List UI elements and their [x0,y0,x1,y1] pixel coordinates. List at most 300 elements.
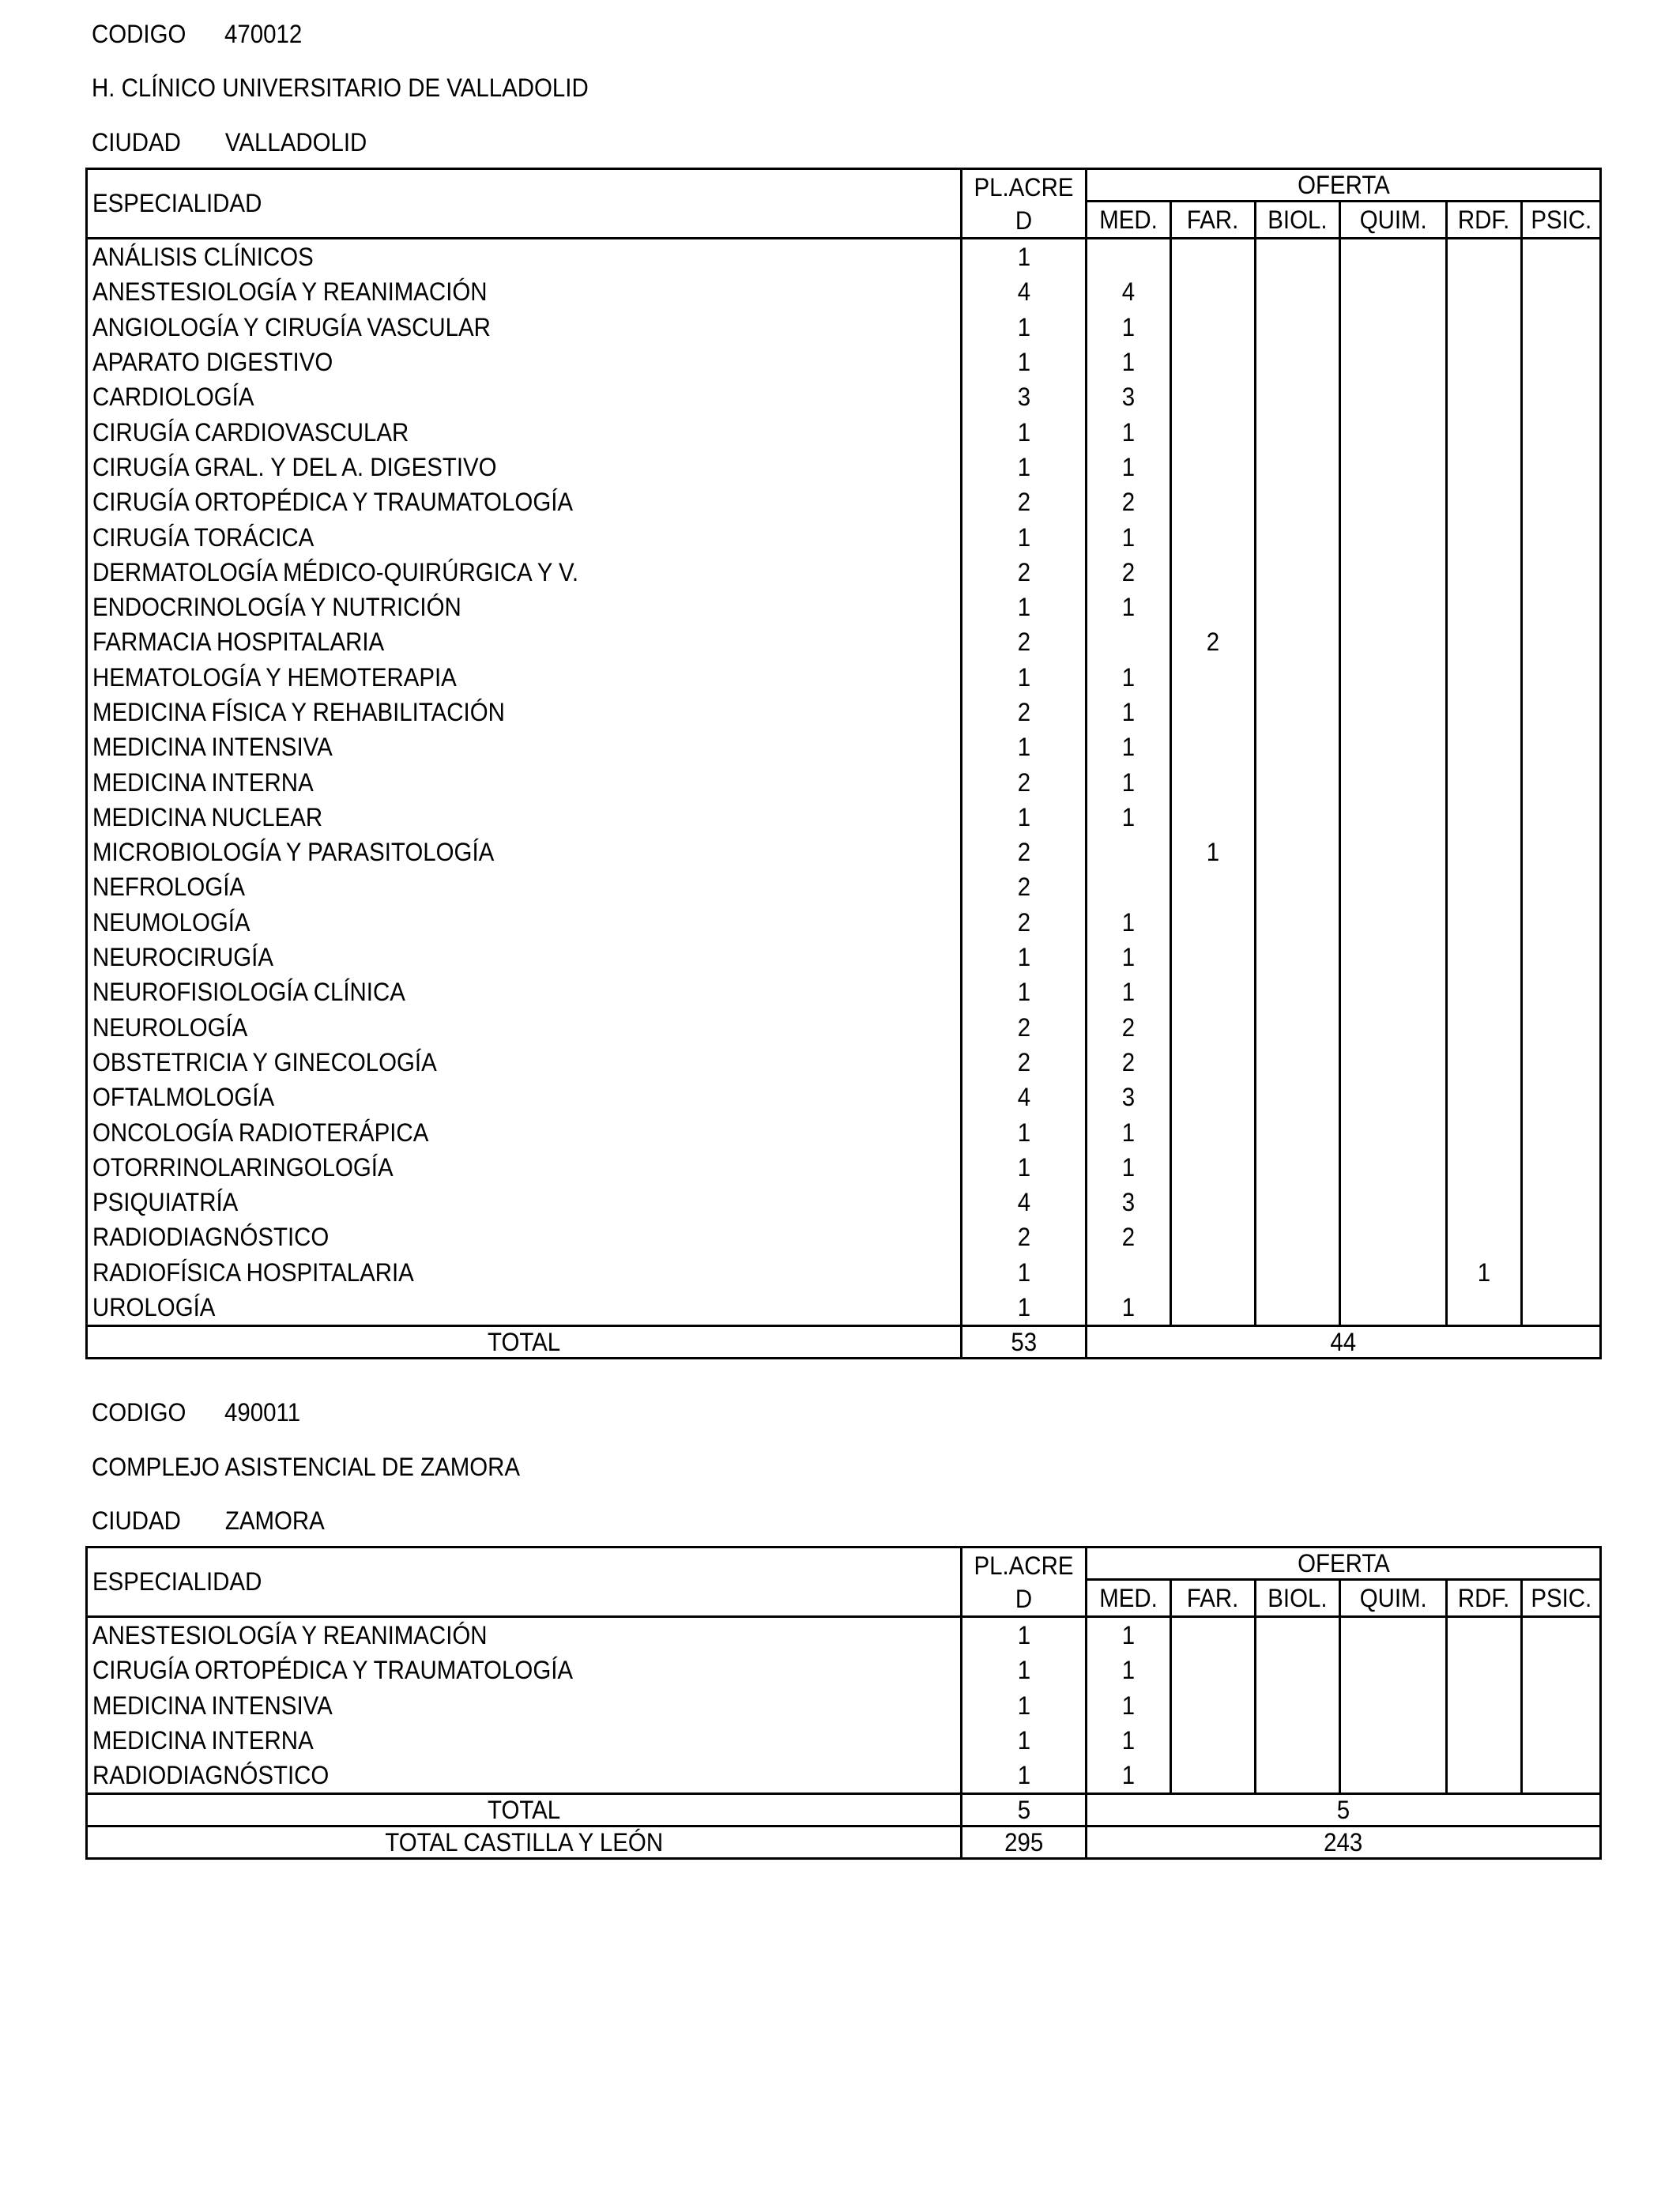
psic-cell [1522,1723,1601,1758]
far-cell: 1 [1171,835,1256,869]
med-cell: 1 [1087,1290,1171,1326]
pl-cell: 1 [962,450,1087,484]
far-cell [1171,1255,1256,1290]
med-cell: 1 [1087,1758,1171,1794]
psic-cell [1522,1045,1601,1080]
biol-cell [1256,379,1340,414]
psic-cell [1522,1255,1601,1290]
biol-cell [1256,1150,1340,1185]
psic-cell [1522,239,1601,275]
especialidad-cell: NEUROLOGÍA [87,1010,962,1045]
rdf-cell [1447,660,1522,695]
rdf-cell [1447,1080,1522,1114]
header-psic: PSIC. [1522,1580,1601,1617]
biol-cell [1256,274,1340,309]
table-row [87,555,1601,590]
header-biol: BIOL. [1256,202,1340,239]
table-body [87,239,1601,1326]
table-row [87,800,1601,835]
especialidad-cell: RADIOFÍSICA HOSPITALARIA [87,1255,962,1290]
biol-cell [1256,1080,1340,1114]
psic-cell [1522,1150,1601,1185]
especialidad-cell: NEUROFISIOLOGÍA CLÍNICA [87,974,962,1009]
rdf-cell [1447,414,1522,449]
rdf-cell [1447,1220,1522,1254]
header-med: MED. [1087,1580,1171,1617]
rdf-cell [1447,1185,1522,1220]
table-row [87,1653,1601,1687]
biol-cell [1256,484,1340,519]
far-cell [1171,414,1256,449]
especialidad-cell: NEUMOLOGÍA [87,905,962,940]
quim-cell [1340,274,1447,309]
table-row [87,239,1601,275]
biol-cell [1256,345,1340,379]
biol-cell [1256,1114,1340,1149]
far-cell [1171,940,1256,974]
psic-cell [1522,624,1601,659]
med-cell: 1 [1087,345,1171,379]
med-cell: 3 [1087,379,1171,414]
table-row [87,729,1601,764]
especialidad-cell: UROLOGÍA [87,1290,962,1326]
pl-cell: 2 [962,695,1087,729]
rdf-cell [1447,695,1522,729]
rdf-cell [1447,869,1522,904]
pl-cell: 1 [962,974,1087,1009]
table-row [87,764,1601,799]
pl-cell: 1 [962,660,1087,695]
rdf-cell [1447,345,1522,379]
table-row [87,310,1601,345]
med-cell: 1 [1087,1688,1171,1723]
table-row [87,1185,1601,1220]
psic-cell [1522,1220,1601,1254]
header-med: MED. [1087,202,1171,239]
codigo-line [92,18,302,50]
especialidad-cell: CIRUGÍA TORÁCICA [87,519,962,554]
psic-cell [1522,1185,1601,1220]
pl-cell: 1 [962,1150,1087,1185]
med-cell: 1 [1087,660,1171,695]
especialidades-table [85,168,1602,1359]
quim-cell [1340,660,1447,695]
med-cell [1087,239,1171,275]
quim-cell [1340,239,1447,275]
biol-cell [1256,974,1340,1009]
psic-cell [1522,869,1601,904]
quim-cell [1340,940,1447,974]
especialidad-cell: CIRUGÍA CARDIOVASCULAR [87,414,962,449]
header-oferta: OFERTA [1087,1547,1601,1580]
quim-cell [1340,1255,1447,1290]
table-row [87,695,1601,729]
table-row [87,274,1601,309]
med-cell: 1 [1087,414,1171,449]
grand-total-oferta: 243 [1087,1826,1601,1859]
ciudad-value: VALLADOLID [224,128,367,156]
med-cell: 1 [1087,1617,1171,1653]
quim-cell [1340,484,1447,519]
table-row [87,1617,1601,1653]
med-cell: 2 [1087,1220,1171,1254]
med-cell: 2 [1087,1045,1171,1080]
rdf-cell [1447,239,1522,275]
pl-cell: 1 [962,729,1087,764]
med-cell: 2 [1087,484,1171,519]
ciudad-label: CIUDAD [92,128,181,156]
med-cell: 1 [1087,1653,1171,1687]
biol-cell [1256,1617,1340,1653]
quim-cell [1340,519,1447,554]
med-cell: 1 [1087,519,1171,554]
psic-cell [1522,590,1601,624]
especialidades-table [85,1546,1602,1860]
far-cell [1171,1723,1256,1758]
biol-cell [1256,1185,1340,1220]
ciudad-value: ZAMORA [224,1506,325,1535]
far-cell [1171,800,1256,835]
rdf-cell [1447,1010,1522,1045]
total-placred: 5 [962,1794,1087,1826]
med-cell: 1 [1087,764,1171,799]
psic-cell [1522,905,1601,940]
especialidad-cell: CIRUGÍA GRAL. Y DEL A. DIGESTIVO [87,450,962,484]
pl-cell: 2 [962,764,1087,799]
codigo-value: 490011 [224,1398,301,1427]
pl-cell: 1 [962,1255,1087,1290]
psic-cell [1522,345,1601,379]
header-oferta: OFERTA [1087,169,1601,202]
header-especialidad: ESPECIALIDAD [87,169,962,239]
rdf-cell [1447,484,1522,519]
psic-cell [1522,764,1601,799]
rdf-cell [1447,1688,1522,1723]
biol-cell [1256,869,1340,904]
table-row [87,1150,1601,1185]
rdf-cell [1447,1114,1522,1149]
especialidad-cell: PSIQUIATRÍA [87,1185,962,1220]
rdf-cell [1447,274,1522,309]
especialidad-cell: FARMACIA HOSPITALARIA [87,624,962,659]
header-far: FAR. [1171,1580,1256,1617]
rdf-cell [1447,1758,1522,1794]
total-placred: 53 [962,1326,1087,1359]
med-cell: 1 [1087,1114,1171,1149]
quim-cell [1340,555,1447,590]
especialidad-cell: ANESTESIOLOGÍA Y REANIMACIÓN [87,1617,962,1653]
especialidad-cell: MEDICINA INTENSIVA [87,729,962,764]
biol-cell [1256,1045,1340,1080]
med-cell: 1 [1087,695,1171,729]
biol-cell [1256,1653,1340,1687]
quim-cell [1340,345,1447,379]
quim-cell [1340,1114,1447,1149]
quim-cell [1340,1617,1447,1653]
especialidad-cell: ANESTESIOLOGÍA Y REANIMACIÓN [87,274,962,309]
pl-cell: 2 [962,555,1087,590]
especialidad-cell: DERMATOLOGÍA MÉDICO-QUIRÚRGICA Y V. [87,555,962,590]
med-cell: 1 [1087,590,1171,624]
pl-cell: 1 [962,239,1087,275]
quim-cell [1340,1080,1447,1114]
med-cell: 3 [1087,1185,1171,1220]
psic-cell [1522,660,1601,695]
far-cell [1171,729,1256,764]
quim-cell [1340,800,1447,835]
grand-total-label: TOTAL CASTILLA Y LEÓN [87,1826,962,1859]
rdf-cell [1447,729,1522,764]
psic-cell [1522,835,1601,869]
psic-cell [1522,1080,1601,1114]
pl-cell: 2 [962,835,1087,869]
biol-cell [1256,729,1340,764]
header-far: FAR. [1171,202,1256,239]
med-cell: 1 [1087,940,1171,974]
table-row [87,379,1601,414]
quim-cell [1340,450,1447,484]
table-row [87,590,1601,624]
pl-cell: 2 [962,624,1087,659]
far-cell [1171,1045,1256,1080]
biol-cell [1256,660,1340,695]
total-label: TOTAL [87,1794,962,1826]
pl-cell: 1 [962,1653,1087,1687]
biol-cell [1256,800,1340,835]
far-cell [1171,555,1256,590]
especialidad-cell: MICROBIOLOGÍA Y PARASITOLOGÍA [87,835,962,869]
biol-cell [1256,1255,1340,1290]
pl-cell: 2 [962,1045,1087,1080]
pl-cell: 2 [962,869,1087,904]
far-cell [1171,1010,1256,1045]
psic-cell [1522,1010,1601,1045]
biol-cell [1256,764,1340,799]
rdf-cell [1447,800,1522,835]
especialidad-cell: RADIODIAGNÓSTICO [87,1220,962,1254]
pl-cell: 1 [962,800,1087,835]
especialidad-cell: CARDIOLOGÍA [87,379,962,414]
biol-cell [1256,1688,1340,1723]
med-cell: 1 [1087,1150,1171,1185]
rdf-cell [1447,555,1522,590]
quim-cell [1340,974,1447,1009]
quim-cell [1340,1290,1447,1326]
psic-cell [1522,729,1601,764]
far-cell [1171,905,1256,940]
quim-cell [1340,869,1447,904]
quim-cell [1340,1220,1447,1254]
total-row [87,1794,1601,1826]
rdf-cell [1447,379,1522,414]
table-row [87,414,1601,449]
table-row [87,1045,1601,1080]
pl-cell: 3 [962,379,1087,414]
rdf-cell [1447,624,1522,659]
rdf-cell [1447,940,1522,974]
far-cell [1171,345,1256,379]
codigo-label: CODIGO [92,1398,186,1427]
rdf-cell [1447,310,1522,345]
header-placred: PL.ACRE D [962,169,1087,239]
psic-cell [1522,414,1601,449]
table-row [87,1723,1601,1758]
biol-cell [1256,519,1340,554]
table-row [87,1758,1601,1794]
table-body [87,1617,1601,1794]
med-cell: 1 [1087,450,1171,484]
quim-cell [1340,695,1447,729]
rdf-cell [1447,905,1522,940]
grand-total-row [87,1826,1601,1859]
far-cell [1171,484,1256,519]
biol-cell [1256,1758,1340,1794]
pl-cell: 4 [962,1185,1087,1220]
especialidad-cell: OBSTETRICIA Y GINECOLOGÍA [87,1045,962,1080]
header-quim: QUIM. [1340,1580,1447,1617]
especialidad-cell: ANÁLISIS CLÍNICOS [87,239,962,275]
rdf-cell [1447,1150,1522,1185]
pl-cell: 4 [962,1080,1087,1114]
psic-cell [1522,940,1601,974]
far-cell [1171,660,1256,695]
pl-cell: 1 [962,345,1087,379]
far-cell [1171,1220,1256,1254]
header-quim: QUIM. [1340,202,1447,239]
med-cell: 4 [1087,274,1171,309]
psic-cell [1522,695,1601,729]
header-biol: BIOL. [1256,1580,1340,1617]
far-cell [1171,869,1256,904]
rdf-cell [1447,1617,1522,1653]
far-cell [1171,974,1256,1009]
med-cell: 1 [1087,729,1171,764]
quim-cell [1340,379,1447,414]
biol-cell [1256,1723,1340,1758]
rdf-cell [1447,450,1522,484]
quim-cell [1340,590,1447,624]
psic-cell [1522,1290,1601,1326]
psic-cell [1522,1114,1601,1149]
grand-total-placred: 295 [962,1826,1087,1859]
pl-cell: 1 [962,1758,1087,1794]
especialidad-cell: CIRUGÍA ORTOPÉDICA Y TRAUMATOLOGÍA [87,1653,962,1687]
rdf-cell: 1 [1447,1255,1522,1290]
rdf-cell [1447,1045,1522,1080]
quim-cell [1340,764,1447,799]
med-cell [1087,1255,1171,1290]
table-row [87,905,1601,940]
biol-cell [1256,310,1340,345]
biol-cell [1256,555,1340,590]
far-cell [1171,239,1256,275]
table-row [87,974,1601,1009]
quim-cell [1340,1758,1447,1794]
especialidad-cell: ANGIOLOGÍA Y CIRUGÍA VASCULAR [87,310,962,345]
pl-cell: 1 [962,1688,1087,1723]
codigo-line [92,1397,300,1428]
psic-cell [1522,379,1601,414]
pl-cell: 2 [962,905,1087,940]
biol-cell [1256,1220,1340,1254]
table-row [87,1290,1601,1326]
especialidad-cell: MEDICINA INTERNA [87,1723,962,1758]
psic-cell [1522,800,1601,835]
quim-cell [1340,310,1447,345]
especialidad-cell: MEDICINA INTERNA [87,764,962,799]
far-cell: 2 [1171,624,1256,659]
especialidad-cell: NEFROLOGÍA [87,869,962,904]
pl-cell: 1 [962,1617,1087,1653]
far-cell [1171,1688,1256,1723]
med-cell: 1 [1087,1723,1171,1758]
table-row [87,624,1601,659]
rdf-cell [1447,974,1522,1009]
quim-cell [1340,624,1447,659]
med-cell [1087,624,1171,659]
far-cell [1171,1185,1256,1220]
pl-cell: 1 [962,310,1087,345]
header-psic: PSIC. [1522,202,1601,239]
far-cell [1171,274,1256,309]
pl-cell: 1 [962,940,1087,974]
table-row [87,484,1601,519]
psic-cell [1522,974,1601,1009]
pl-cell: 1 [962,1723,1087,1758]
table-row [87,1688,1601,1723]
especialidad-cell: APARATO DIGESTIVO [87,345,962,379]
especialidad-cell: NEUROCIRUGÍA [87,940,962,974]
table-row [87,450,1601,484]
especialidad-cell: OFTALMOLOGÍA [87,1080,962,1114]
pl-cell: 2 [962,484,1087,519]
codigo-label: CODIGO [92,20,186,48]
table-row [87,869,1601,904]
biol-cell [1256,905,1340,940]
far-cell [1171,310,1256,345]
rdf-cell [1447,519,1522,554]
med-cell: 1 [1087,974,1171,1009]
quim-cell [1340,905,1447,940]
quim-cell [1340,1688,1447,1723]
psic-cell [1522,450,1601,484]
far-cell [1171,590,1256,624]
pl-cell: 1 [962,1114,1087,1149]
especialidad-cell: OTORRINOLARINGOLOGÍA [87,1150,962,1185]
far-cell [1171,695,1256,729]
pl-cell: 1 [962,1290,1087,1326]
biol-cell [1256,1290,1340,1326]
psic-cell [1522,555,1601,590]
far-cell [1171,519,1256,554]
quim-cell [1340,1010,1447,1045]
biol-cell [1256,835,1340,869]
table-row [87,1010,1601,1045]
quim-cell [1340,835,1447,869]
psic-cell [1522,274,1601,309]
quim-cell [1340,1150,1447,1185]
table-row [87,1220,1601,1254]
especialidad-cell: MEDICINA INTENSIVA [87,1688,962,1723]
quim-cell [1340,1723,1447,1758]
biol-cell [1256,239,1340,275]
especialidad-cell: MEDICINA NUCLEAR [87,800,962,835]
ciudad-line [92,1505,325,1536]
table-row [87,1080,1601,1114]
table-row [87,940,1601,974]
biol-cell [1256,695,1340,729]
rdf-cell [1447,835,1522,869]
